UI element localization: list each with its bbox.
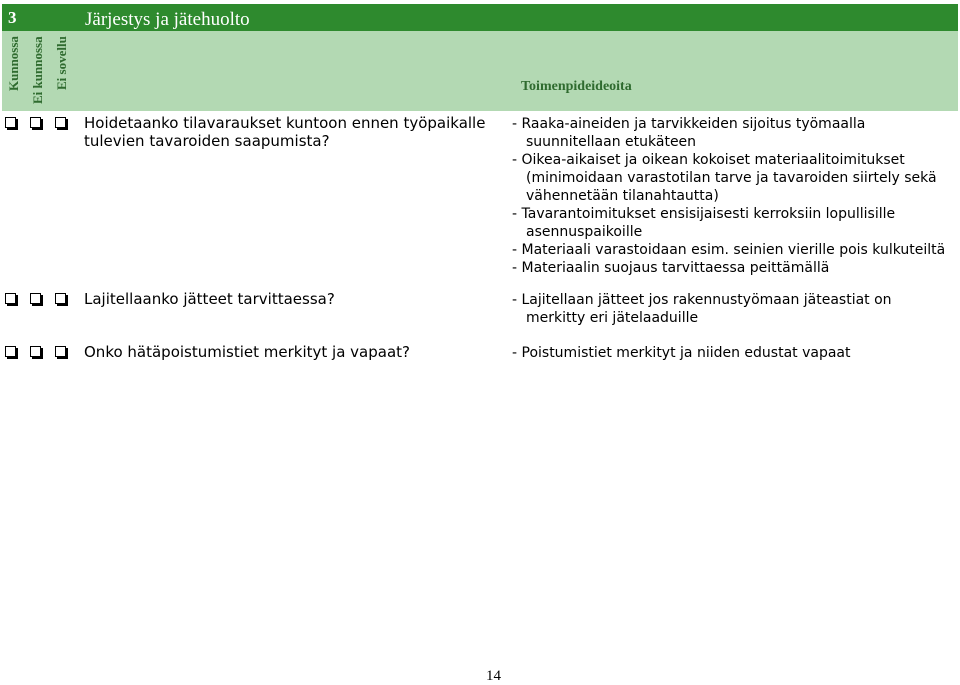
table-header-band [2, 31, 958, 111]
actions-list [512, 291, 952, 327]
action-item: - Oikea-aikaiset ja oikean kokoiset materiaalitoimitukset (minimoidaan varastotilan tarve ja tavaroiden siirtely sekä vähennetään tilanahtautta) [512, 152, 937, 204]
section-header-bar [2, 4, 958, 31]
page-number: 14 [486, 668, 501, 684]
checkbox-ei-kunnossa[interactable] [30, 346, 41, 357]
action-item: - Materiaali varastoidaan esim. seinien vierille pois kulkuteiltä [512, 242, 946, 258]
checkbox-ei-sovellu[interactable] [55, 293, 66, 304]
column-header-ei-kunnossa: Ei kunnossa [30, 36, 45, 104]
checkbox-ei-sovellu[interactable] [55, 346, 66, 357]
checkbox-kunnossa[interactable] [5, 293, 16, 304]
column-header-kunnossa: Kunnossa [6, 36, 21, 91]
action-item: - Materiaalin suojaus tarvittaessa peittämällä [512, 260, 830, 276]
question-text: Lajitellaanko jätteet tarvittaessa? [84, 290, 335, 308]
section-number: 3 [8, 8, 17, 27]
column-header-ei-sovellu: Ei sovellu [54, 36, 69, 90]
action-item: - Lajitellaan jätteet jos rakennustyömaan jäteastiat on merkitty eri jätelaaduille [512, 292, 892, 326]
checkbox-ei-sovellu[interactable] [55, 117, 66, 128]
checkbox-ei-kunnossa[interactable] [30, 293, 41, 304]
question-text: Hoidetaanko tilavaraukset kuntoon ennen työpaikalle tulevien tavaroiden saapumista? [84, 114, 486, 150]
checkbox-kunnossa[interactable] [5, 346, 16, 357]
section-title: Järjestys ja jätehuolto [85, 9, 250, 30]
question-text: Onko hätäpoistumistiet merkityt ja vapaat? [84, 343, 410, 361]
checkbox-ei-kunnossa[interactable] [30, 117, 41, 128]
actions-list [512, 344, 952, 362]
column-header-actions: Toimenpideideoita [521, 79, 632, 94]
actions-list [512, 115, 952, 277]
action-item: - Poistumistiet merkityt ja niiden edustat vapaat [512, 345, 851, 361]
action-item: - Tavarantoimitukset ensisijaisesti kerroksiin lopullisille asennuspaikoille [512, 206, 896, 240]
checkbox-kunnossa[interactable] [5, 117, 16, 128]
action-item: - Raaka-aineiden ja tarvikkeiden sijoitus työmaalla suunnitellaan etukäteen [512, 116, 866, 150]
